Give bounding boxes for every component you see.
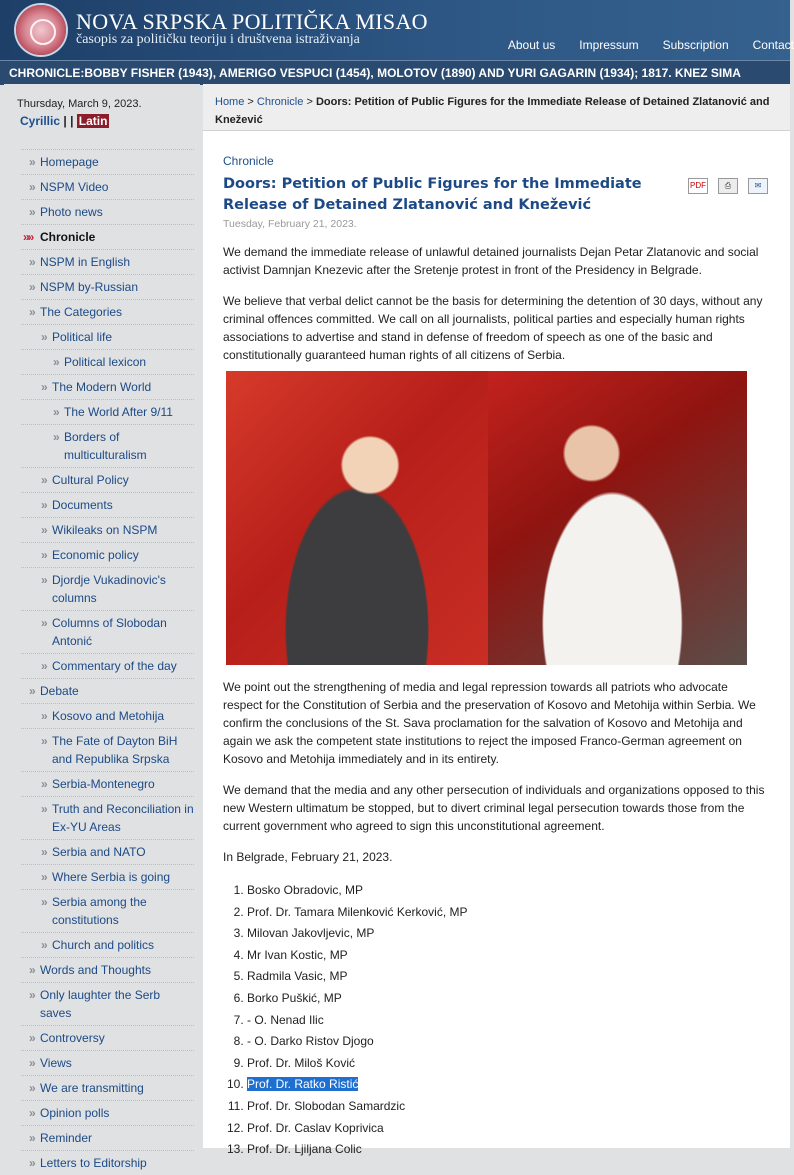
sidebar-item[interactable]: » Letters to Editorship xyxy=(21,1150,194,1175)
sidebar-item[interactable]: » The Modern World xyxy=(21,374,194,399)
site-title[interactable]: NOVA SRPSKA POLITIČKA MISAO xyxy=(76,9,428,34)
article-photo xyxy=(226,371,747,665)
article-section-link[interactable]: Chronicle xyxy=(223,154,274,168)
sidebar-item[interactable]: » NSPM by-Russian xyxy=(21,274,194,299)
sidebar-item[interactable]: » Borders of multiculturalism xyxy=(21,424,194,467)
article-date: Tuesday, February 21, 2023. xyxy=(223,218,357,230)
article-paragraph: We believe that verbal delict cannot be the basis for determining the detention of 30 days, without any criminal offences committed. We call on all journalists, political parties and especially human rights associations to advertise and stand in defense of freedom of speech as one of the basic and constitutionally guaranteed human rights of all citizens of Serbia. xyxy=(223,294,763,362)
sidebar-item[interactable]: » Documents xyxy=(21,492,194,517)
signatory-name: Bosko Obradovic, MP xyxy=(247,883,364,897)
sidebar-item[interactable]: » Views xyxy=(21,1050,194,1075)
sidebar-item[interactable]: » Opinion polls xyxy=(21,1100,194,1125)
sidebar-item[interactable]: » Only laughter the Serb saves xyxy=(21,982,194,1025)
article-dateline: In Belgrade, February 21, 2023. xyxy=(223,850,393,864)
sidebar-item[interactable]: » Debate xyxy=(21,678,194,703)
sidebar-item[interactable]: » Photo news xyxy=(21,199,194,224)
article-paragraph: We demand the immediate release of unlawful detained journalists Dejan Petar Zlatanovic and social activist Damnjan Knezevic after the Sretenje protest in front of the Presidency in Belgrade. xyxy=(223,245,759,277)
sidebar-item[interactable]: » The World After 9/11 xyxy=(21,399,194,424)
sidebar-item[interactable]: » Serbia among the constitutions xyxy=(21,889,194,932)
signatory-name: Milovan Jakovljevic, MP xyxy=(247,926,375,941)
signatory-name: Prof. Dr. Miloš Ković xyxy=(247,1055,356,1070)
sidebar-item[interactable]: » We are transmitting xyxy=(21,1075,194,1100)
sidebar-item[interactable]: » Cultural Policy xyxy=(21,467,194,492)
top-navigation xyxy=(484,38,794,52)
signatory-name: - O. Darko Ristov Djogo xyxy=(247,1034,374,1049)
sidebar-item[interactable]: » Homepage xyxy=(21,149,194,174)
nav-subscription[interactable]: Subscription xyxy=(662,38,729,52)
signatory-item xyxy=(247,1010,768,1032)
article-title: Doors: Petition of Public Figures for the Immediate Release of Detained Zlatanović and Knežević xyxy=(223,176,642,213)
sidebar-item[interactable]: » Djordje Vukadinovic's columns xyxy=(21,567,194,610)
lang-latin-link[interactable]: Latin xyxy=(78,114,108,128)
signatory-item xyxy=(247,1031,768,1053)
sidebar-item[interactable]: » Reminder xyxy=(21,1125,194,1150)
signatories-list xyxy=(223,880,768,1161)
site-logo[interactable] xyxy=(16,5,66,55)
breadcrumb-separator: > xyxy=(247,96,254,108)
signatory-item xyxy=(247,988,768,1010)
sidebar-item[interactable]: » Church and politics xyxy=(21,932,194,957)
signatory-item xyxy=(247,1118,768,1140)
nav-contact[interactable]: Contact xyxy=(752,38,794,52)
site-header xyxy=(0,0,794,60)
signatory-name: Borko Puškić, MP xyxy=(247,990,342,1005)
signatory-item xyxy=(247,1139,768,1161)
signatory-item xyxy=(247,1053,768,1075)
email-icon[interactable]: ✉ xyxy=(748,178,768,194)
sidebar-item[interactable]: » Wikileaks on NSPM xyxy=(21,517,194,542)
signatory-name: Prof. Dr. Caslav Koprivica xyxy=(247,1120,384,1135)
breadcrumb-separator: > xyxy=(306,96,313,108)
sidebar-item[interactable]: » Serbia-Montenegro xyxy=(21,771,194,796)
article-paragraph: We demand that the media and any other persecution of individuals and organizations opposed to this new Western ultimatum be stopped, but to divert criminal legal persecution towards those from the current government who agreed to sign this unconstitutional agreement. xyxy=(223,783,765,833)
sidebar-item[interactable]: » Truth and Reconciliation in Ex-YU Areas xyxy=(21,796,194,839)
signatory-name: Mr Ivan Kostic, MP xyxy=(247,947,348,962)
signatory-item xyxy=(247,880,768,902)
signatory-item xyxy=(247,945,768,967)
signatory-name: Prof. Dr. Ratko Ristić xyxy=(247,1077,359,1092)
article xyxy=(223,154,768,1161)
signatory-item xyxy=(247,902,768,924)
sidebar-item[interactable]: » Serbia and NATO xyxy=(21,839,194,864)
sidebar-item[interactable]: » Political lexicon xyxy=(21,349,194,374)
sidebar-item[interactable]: » NSPM Video xyxy=(21,174,194,199)
signatory-item xyxy=(247,1096,768,1118)
sidebar-menu xyxy=(21,149,194,1175)
signatory-name: Prof. Dr. Slobodan Samardzic xyxy=(247,1098,406,1113)
signatory-item xyxy=(247,1074,768,1096)
sidebar-item[interactable]: » Controversy xyxy=(21,1025,194,1050)
pdf-icon[interactable]: PDF xyxy=(688,178,708,194)
breadcrumb-current: Doors: Petition of Public Figures for the Immediate Release of Detained Zlatanović and Knežević xyxy=(215,96,770,126)
sidebar xyxy=(4,84,200,1170)
site-subtitle: časopis za političku teoriju i društvena istraživanja xyxy=(76,32,360,47)
nav-impressum[interactable]: Impressum xyxy=(579,38,639,52)
ticker-text[interactable]: CHRONICLE:BOBBY FISHER (1943), AMERIGO VESPUCI (1454), MOLOTOV (1890) AND YURI GAGARIN (1934); 1817. KNEZ SIMA xyxy=(9,66,741,80)
signatory-name: - O. Nenad Ilic xyxy=(247,1012,324,1027)
sidebar-item[interactable]: » NSPM in English xyxy=(21,249,194,274)
article-tools xyxy=(688,178,768,194)
current-date: Thursday, March 9, 2023. xyxy=(17,98,142,110)
sidebar-item[interactable]: » The Fate of Dayton BiH and Republika Srpska xyxy=(21,728,194,771)
sidebar-item[interactable]: » Commentary of the day xyxy=(21,653,194,678)
sidebar-item[interactable]: » Words and Thoughts xyxy=(21,957,194,982)
sidebar-item[interactable]: » The Categories xyxy=(21,299,194,324)
sidebar-item[interactable]: » Columns of Slobodan Antonić xyxy=(21,610,194,653)
article-paragraph: We point out the strengthening of media and legal repression towards all patriots who advocate respect for the Constitution of Serbia and the preservation of Kosovo and Metohija within Serbia. We confirm the conclusions of the St. Sava proclamation for the salvation of Kosovo and Metohija and again we ask the competent state institutions to reject the imposed Franco-German agreement on Kosovo and Metohija immediately and in its entirety. xyxy=(223,680,756,766)
main-content xyxy=(203,84,790,1157)
sidebar-item[interactable]: » Political life xyxy=(21,324,194,349)
signatory-item xyxy=(247,923,768,945)
signatory-name: Prof. Dr. Tamara Milenković Kerković, MP xyxy=(247,904,468,919)
signatory-item xyxy=(247,966,768,988)
language-switcher xyxy=(20,114,109,128)
lang-cyrillic-link[interactable]: Cyrillic xyxy=(20,114,61,128)
signatory-name: Prof. Dr. Ljiljana Colic xyxy=(247,1142,362,1157)
nav-about-us[interactable]: About us xyxy=(507,38,556,52)
lang-separator: | | xyxy=(63,114,74,128)
breadcrumb-home[interactable]: Home xyxy=(215,96,245,108)
photo-right-portrait xyxy=(488,371,747,665)
sidebar-item[interactable]: » Economic policy xyxy=(21,542,194,567)
news-ticker xyxy=(0,60,790,85)
breadcrumb xyxy=(203,84,790,131)
photo-left-portrait xyxy=(226,371,488,665)
print-icon[interactable]: ⎙ xyxy=(718,178,738,194)
sidebar-item[interactable]: » Kosovo and Metohija xyxy=(21,703,194,728)
sidebar-item[interactable]: » Where Serbia is going xyxy=(21,864,194,889)
breadcrumb-chronicle[interactable]: Chronicle xyxy=(256,96,304,108)
sidebar-item[interactable]: »» Chronicle xyxy=(21,224,194,249)
signatory-name: Radmila Vasic, MP xyxy=(247,969,348,984)
